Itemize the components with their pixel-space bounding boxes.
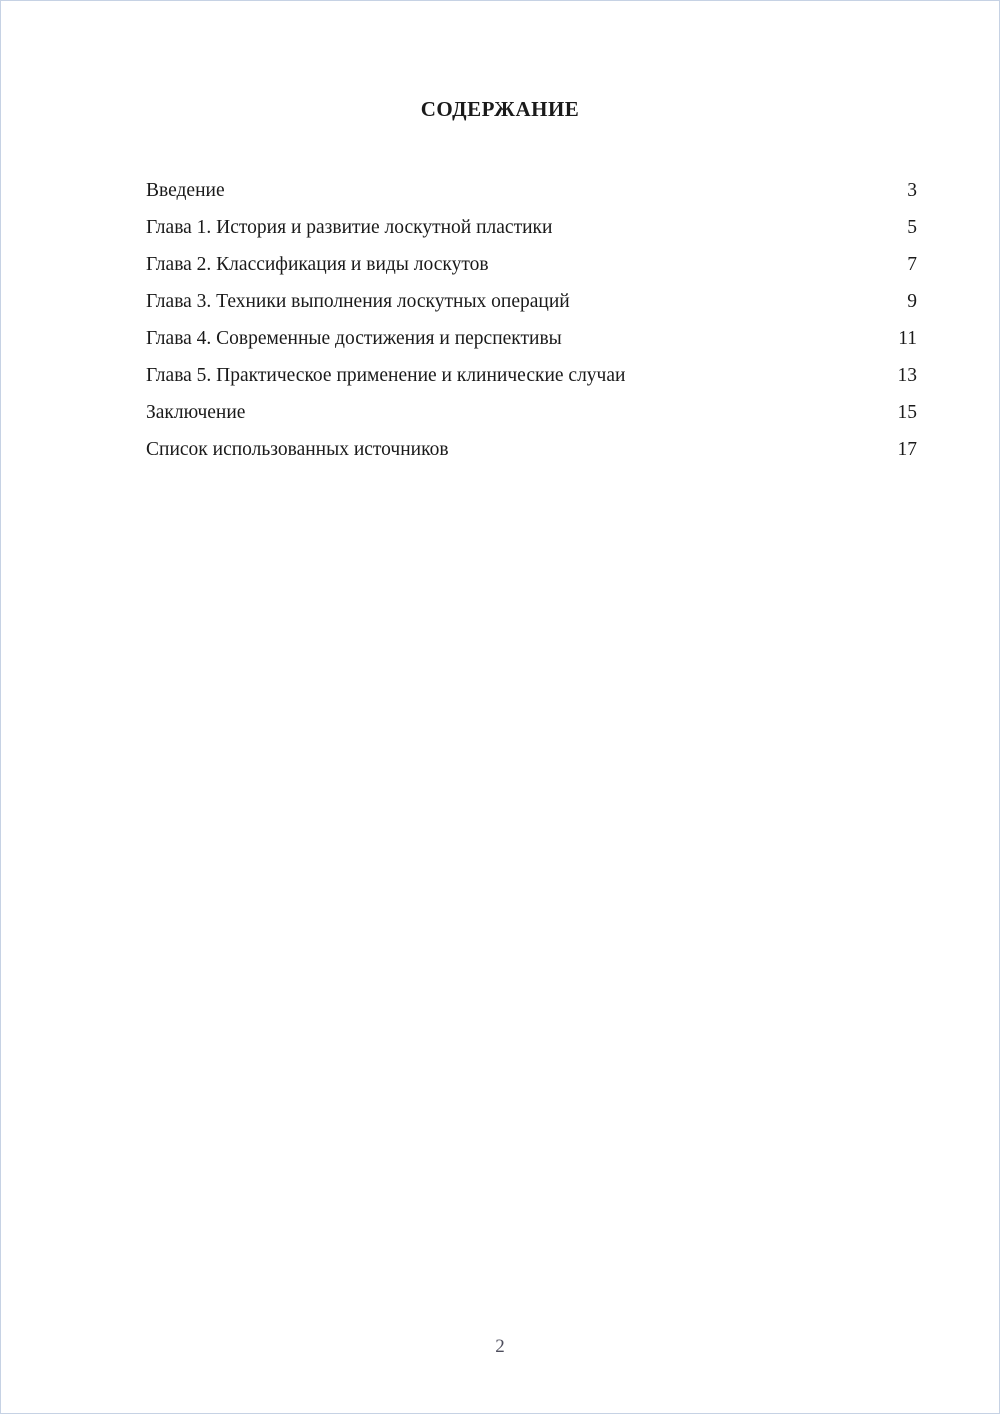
toc-entry-page-number: 13 (897, 365, 917, 386)
toc-entry-page-number: 9 (907, 291, 917, 312)
toc-entry-label: Список использованных источников (146, 439, 449, 460)
toc-entry (146, 283, 917, 320)
toc-entry (146, 431, 917, 468)
toc-entry-label: Глава 1. История и развитие лоскутной пластики (146, 217, 553, 238)
toc-entry-label: Введение (146, 180, 225, 201)
toc-entry (146, 394, 917, 431)
toc-entry-page-number: 5 (907, 217, 917, 238)
toc-entry-label: Заключение (146, 402, 246, 423)
toc-entry (146, 209, 917, 246)
table-of-contents (146, 172, 917, 468)
toc-entry (146, 172, 917, 209)
page-title: СОДЕРЖАНИЕ (420, 97, 580, 121)
toc-entry-page-number: 11 (898, 328, 917, 349)
toc-entry (146, 246, 917, 283)
toc-entry-page-number: 15 (897, 402, 917, 423)
toc-entry-label: Глава 2. Классификация и виды лоскутов (146, 254, 489, 275)
toc-entry-page-number: 17 (897, 439, 917, 460)
toc-entry-label: Глава 3. Техники выполнения лоскутных операций (146, 291, 570, 312)
toc-entry (146, 320, 917, 357)
toc-entry-label: Глава 5. Практическое применение и клинические случаи (146, 365, 626, 386)
toc-entry-page-number: 3 (907, 180, 917, 201)
footer-page-number: 2 (495, 1336, 505, 1357)
toc-entry-page-number: 7 (907, 254, 917, 275)
toc-entry (146, 357, 917, 394)
toc-entry-label: Глава 4. Современные достижения и перспективы (146, 328, 562, 349)
